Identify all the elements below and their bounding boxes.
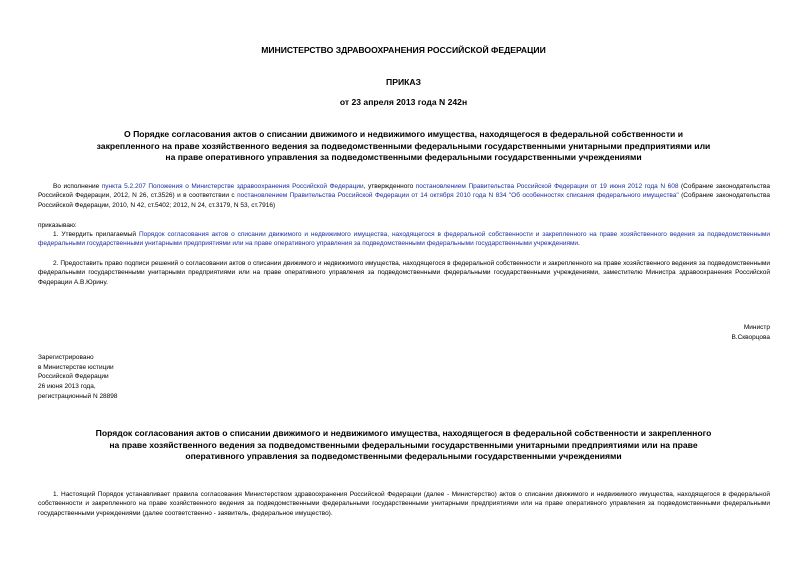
preamble-text-2: , утвержденного: [363, 183, 416, 190]
date-number-heading: от 23 апреля 2013 года N 242н: [339, 97, 468, 107]
order-word: приказываю:: [38, 222, 77, 229]
preamble-text-1: Во исполнение: [53, 183, 102, 190]
item1-prefix: 1. Утвердить прилагаемый: [53, 231, 139, 238]
procedure-title: Порядок согласования актов о списании движимого и недвижимого имущества, находящегося в федеральной собственности и закрепленного на праве хозяйственного ведения за подведомственными федеральными государственными унитарными предприятиями или на праве оперативного управления за подведомственными федеральными государственными учреждениями: [95, 428, 712, 461]
preamble-paragraph: [38, 182, 770, 210]
signature-name: В.Скворцова: [731, 334, 770, 341]
registration-line: в Министерстве юстиции: [38, 363, 114, 371]
registration-line: 26 июня 2013 года,: [38, 383, 96, 391]
preamble-text-3: (Собрание законодательства Российской Федерации, 2012, N 26, ст.3526) и в соответствии с: [38, 183, 770, 200]
doc-type-heading: ПРИКАЗ: [386, 77, 421, 87]
procedure-item-1: 1. Настоящий Порядок устанавливает правила согласования Министерством здравоохранения Российской Федерации (далее - Министерство) актов о списании движимого и недвижимого имущества, находящегося в федеральной собственности и закрепленного на праве хозяйственного ведения за подведомственными федеральными государственными унитарными предприятиями или на праве оперативного управления за подведомственными федеральными государственными учреждениями (далее соответственно - заявитель, федеральное имущество).: [38, 491, 770, 517]
preamble-text-4: (Собрание законодательства Российской Федерации, 2010, N 42, ст.5402; 2012, N 24, ст.3179, N 53, ст.7916): [38, 192, 770, 209]
ministry-heading: МИНИСТЕРСТВО ЗДРАВООХРАНЕНИЯ РОССИЙСКОЙ ФЕДЕРАЦИИ: [261, 45, 546, 55]
registration-line: Зарегистрировано: [38, 354, 94, 361]
order-item-2: 2. Предоставить право подписи решений о согласовании актов о списании движимого и недвижимого имущества, находящегося в федеральной собственности и закрепленного на праве хозяйственного ведения за подведомственными федеральными государственными унитарными предприятиями или на праве оперативного управления за подведомственными федеральными государственными учреждениями, заместителю Министра здравоохранения Российской Федерации А.В.Юрину.: [38, 260, 770, 286]
link-regulation-clause[interactable]: пункта 5.2.207 Положения о Министерстве здравоохранения Российской Федерации: [101, 183, 364, 190]
link-government-decree-834[interactable]: постановлением Правительства Российской Федерации от 14 октября 2010 года N 834 "Об особенностях списания федерального имущества": [237, 192, 679, 200]
link-procedure[interactable]: Порядок согласования актов о списании движимого и недвижимого имущества, находящегося в федеральной собственности и закрепленного на праве хозяйственного ведения за подведомственными федеральными государственными унитарными предприятиями или на праве оперативного управления за подведомственными федеральными государственными учреждениями: [38, 231, 770, 248]
item1-suffix: .: [578, 240, 580, 248]
order-title: О Порядке согласования актов о списании движимого и недвижимого имущества, находящегося в федеральной собственности и закрепленного на праве хозяйственного ведения за подведомственными федеральными государственными унитарными предприятиями или на праве оперативного управления за подведомственными федеральными государственными учреждениями: [96, 129, 711, 162]
order-item-1: [38, 230, 770, 249]
registration-block: [38, 353, 118, 402]
signature-role: Министр: [743, 324, 770, 331]
link-government-decree-608[interactable]: постановлением Правительства Российской Федерации от 19 июня 2012 года N 608: [415, 183, 679, 190]
registration-line: Российской Федерации: [38, 373, 109, 381]
registration-line: регистрационный N 28898: [38, 392, 118, 400]
